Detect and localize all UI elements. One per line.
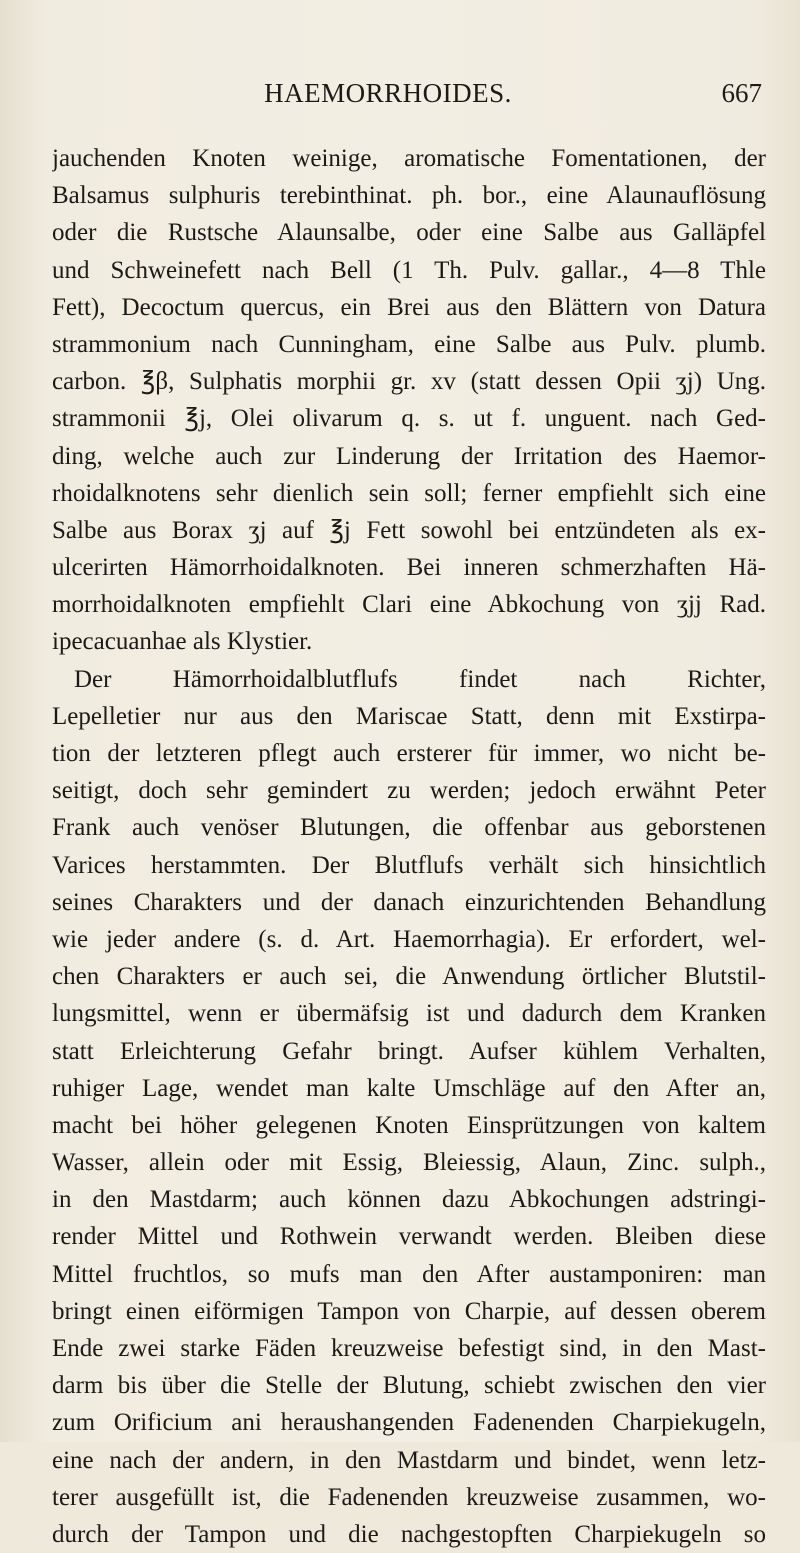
running-head: HAEMORRHOIDES. — [264, 78, 512, 108]
text-line: darm bis über die Stelle der Blutung, schiebt zwischen den vier — [52, 1372, 766, 1400]
text-line: terer ausgefüllt ist, die Fadenenden kreuzweise zusammen, wo- — [52, 1483, 766, 1511]
page-number: 667 — [721, 78, 762, 108]
text-line: wie jeder andere (s. d. Art. Haemorrhagia). Er erfordert, wel- — [52, 925, 766, 953]
text-line: render Mittel und Rothwein verwandt werden. Bleiben diese — [52, 1223, 766, 1251]
text-line: carbon. ℥β, Sulphatis morphii gr. xv (statt dessen Opii ʒj) Ung. — [52, 368, 766, 396]
text-line: statt Erleichterung Gefahr bringt. Aufser kühlem Verhalten, — [52, 1037, 766, 1065]
text-line: strammonium nach Cunningham, eine Salbe aus Pulv. plumb. — [52, 330, 766, 358]
text-line: seitigt, doch sehr gemindert zu werden; jedoch erwähnt Peter — [52, 777, 766, 805]
text-line: Balsamus sulphuris terebinthinat. ph. bor., eine Alaunauflösung — [52, 182, 766, 210]
text-line: chen Charakters er auch sei, die Anwendung örtlicher Blutstil- — [52, 963, 766, 991]
text-line: oder die Rustsche Alaunsalbe, oder eine Salbe aus Galläpfel — [52, 219, 766, 247]
text-line: ipecacuanhae als Klystier. — [52, 628, 313, 656]
text-line: Lepelletier nur aus den Mariscae Statt, denn mit Exstirpa- — [52, 702, 766, 730]
text-line: eine nach der andern, in den Mastdarm und bindet, wenn letz- — [52, 1446, 766, 1474]
text-line: Mittel fruchtlos, so mufs man den After austamponiren: man — [52, 1260, 766, 1288]
text-line: Ende zwei starke Fäden kreuzweise befestigt sind, in den Mast- — [52, 1335, 766, 1362]
text-line: Fett), Decoctum quercus, ein Brei aus den Blättern von Datura — [52, 293, 766, 321]
text-line: tion der letzteren pflegt auch ersterer für immer, wo nicht be- — [52, 740, 766, 767]
text-line: und Schweinefett nach Bell (1 Th. Pulv. gallar., 4—8 Thle — [52, 256, 766, 284]
text-line: Varices herstammten. Der Blutflufs verhält sich hinsichtlich — [52, 851, 766, 879]
text-line: in den Mastdarm; auch können dazu Abkochungen adstringi- — [52, 1186, 766, 1214]
text-line: seines Charakters und der danach einzurichtenden Behandlung — [52, 888, 766, 916]
text-line: durch der Tampon und die nachgestopften Charpiekugeln so — [52, 1520, 766, 1548]
text-line: ulcerirten Hämorrhoidalknoten. Bei inneren schmerzhaften Hä- — [52, 554, 766, 582]
text-line: Wasser, allein oder mit Essig, Bleiessig, Alaun, Zinc. sulph., — [52, 1149, 766, 1177]
text-line: jauchenden Knoten weinige, aromatische Fomentationen, der — [52, 145, 766, 172]
text-line: Frank auch venöser Blutungen, die offenbar aus geborstenen — [52, 814, 766, 842]
text-line: rhoidalknotens sehr dienlich sein soll; ferner empfiehlt sich eine — [52, 479, 766, 507]
body-text — [52, 140, 766, 1553]
page-header — [0, 78, 800, 118]
text-line: morrhoidalknoten empfiehlt Clari eine Abkochung von ʒjj Rad. — [52, 591, 766, 619]
text-line: zum Orificium ani heraushangenden Fadenenden Charpiekugeln, — [52, 1409, 766, 1437]
text-line: ding, welche auch zur Linderung der Irritation des Haemor- — [52, 442, 766, 470]
text-line: ruhiger Lage, wendet man kalte Umschläge auf den After an, — [52, 1074, 766, 1102]
text-line: strammonii ℥j, Olei olivarum q. s. ut f. unguent. nach Ged- — [52, 405, 766, 433]
text-line: macht bei höher gelegenen Knoten Einsprützungen von kaltem — [52, 1111, 766, 1139]
paragraph-start-line: Der Hämorrhoidalblutflufs findet nach Richter, — [74, 665, 766, 693]
text-line: Salbe aus Borax ʒj auf ℥j Fett sowohl bei entzündeten als ex- — [52, 516, 766, 544]
text-line: lungsmittel, wenn er übermäfsig ist und dadurch dem Kranken — [52, 1000, 766, 1028]
text-line: bringt einen eiförmigen Tampon von Charpie, auf dessen oberem — [52, 1297, 766, 1325]
